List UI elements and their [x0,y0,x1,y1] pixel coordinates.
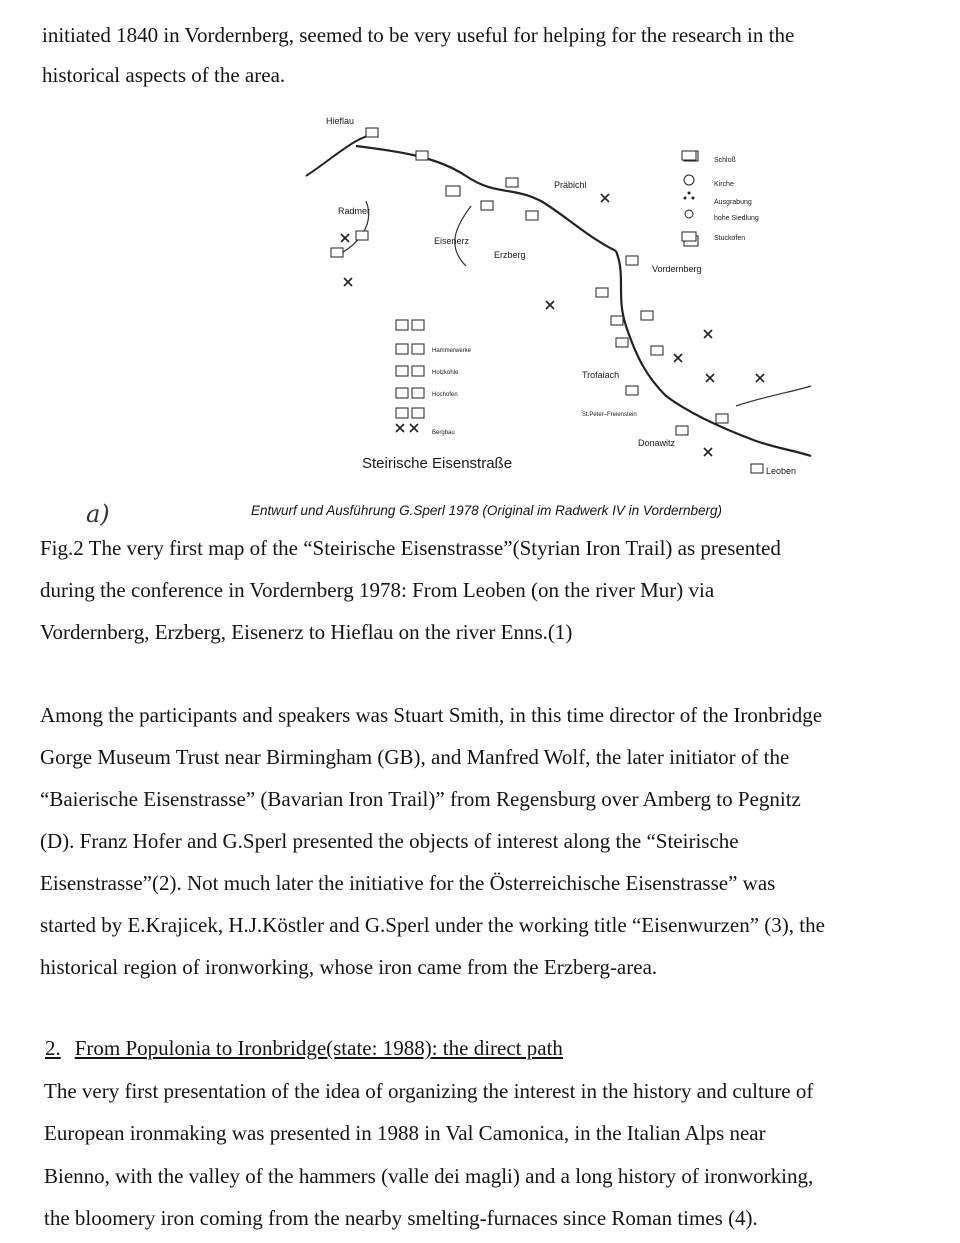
legend-label: Kirche [714,181,734,188]
intro-line: initiated 1840 in Vordernberg, seemed to be very useful for helping for the research in the [42,23,795,47]
figure-caption-line: during the conference in Vordernberg 1978: From Leoben (on the river Mur) via [40,578,715,602]
hand-mark: a) [86,500,110,528]
section-heading [45,1035,563,1061]
map-credit: Entwurf und Ausführung G.Sperl 1978 (Original im Radwerk IV in Vordernberg) [251,503,722,518]
paragraph-line: Eisenstrasse”(2). Not much later the initiative for the Österreichische Eisenstrasse” was [40,871,776,895]
place-label: Eisenerz [434,236,470,246]
place-label: Donawitz [638,438,676,448]
map-title: Steirische Eisenstraße [362,455,513,472]
paragraph-line: historical region of ironworking, whose iron came from the Erzberg-area. [40,955,658,979]
map-figure [296,106,816,484]
legend-label: hohe Siedlung [714,215,759,222]
paragraph-line: started by E.Krajicek, H.J.Köstler and G.Sperl under the working title “Eisenwurzen” (3), the [40,913,825,937]
legend-label: Ausgrabung [714,199,752,206]
paragraph-line: the bloomery iron coming from the nearby smelting-furnaces since Roman times (4). [44,1206,758,1230]
figure-caption-line: Vordernberg, Erzberg, Eisenerz to Hieflau on the river Enns.(1) [40,620,573,644]
legend-label: Bergbau [432,430,455,436]
river-erzbach [356,146,616,251]
paragraph-line: Among the participants and speakers was Stuart Smith, in this time director of the Ironbridge [40,703,823,727]
map-drawing [296,106,816,484]
paragraph-line: Bienno, with the valley of the hammers (valle dei magli) and a long history of ironworking, [44,1164,814,1188]
section-title: From Populonia to Ironbridge(state: 1988): the direct path [74,1036,563,1060]
place-label: Radmer [338,206,371,216]
legend-label: Hammerwerke [432,348,472,354]
paragraph-line: (D). Franz Hofer and G.Sperl presented the objects of interest along the “Steirische [40,829,739,853]
legend-label: Stuckofen [714,235,746,242]
river-enns [306,134,376,176]
place-label: St.Peter–Freienstein [582,412,637,418]
figure-caption-line: Fig.2 The very first map of the “Steirische Eisenstrasse”(Styrian Iron Trail) as presented [40,536,781,560]
place-label: Hieflau [326,116,355,126]
place-label: Vordernberg [652,264,702,274]
place-label: Trofaiach [582,370,620,380]
place-label: Erzberg [494,250,526,260]
section-number: 2. [45,1036,61,1060]
legend-label: Hochofen [432,392,458,398]
paragraph-line: The very first presentation of the idea of organizing the interest in the history and culture of [44,1079,814,1103]
paragraph-line: European ironmaking was presented in 1988 in Val Camonica, in the Italian Alps near [44,1121,766,1145]
side-valley [736,386,811,406]
paragraph-line: “Baierische Eisenstrasse” (Bavarian Iron Trail)” from Regensburg over Amberg to Pegnitz [40,787,801,811]
place-label: Präbichl [554,180,587,190]
paragraph-line: Gorge Museum Trust near Birmingham (GB), and Manfred Wolf, the later initiator of the [40,745,790,769]
legend-label: Holzkohle [432,370,459,376]
legend-label: Schloß [714,157,736,164]
river-vordernberg [616,251,811,456]
place-label: Leoben [766,466,797,476]
intro-line: historical aspects of the area. [42,63,286,87]
